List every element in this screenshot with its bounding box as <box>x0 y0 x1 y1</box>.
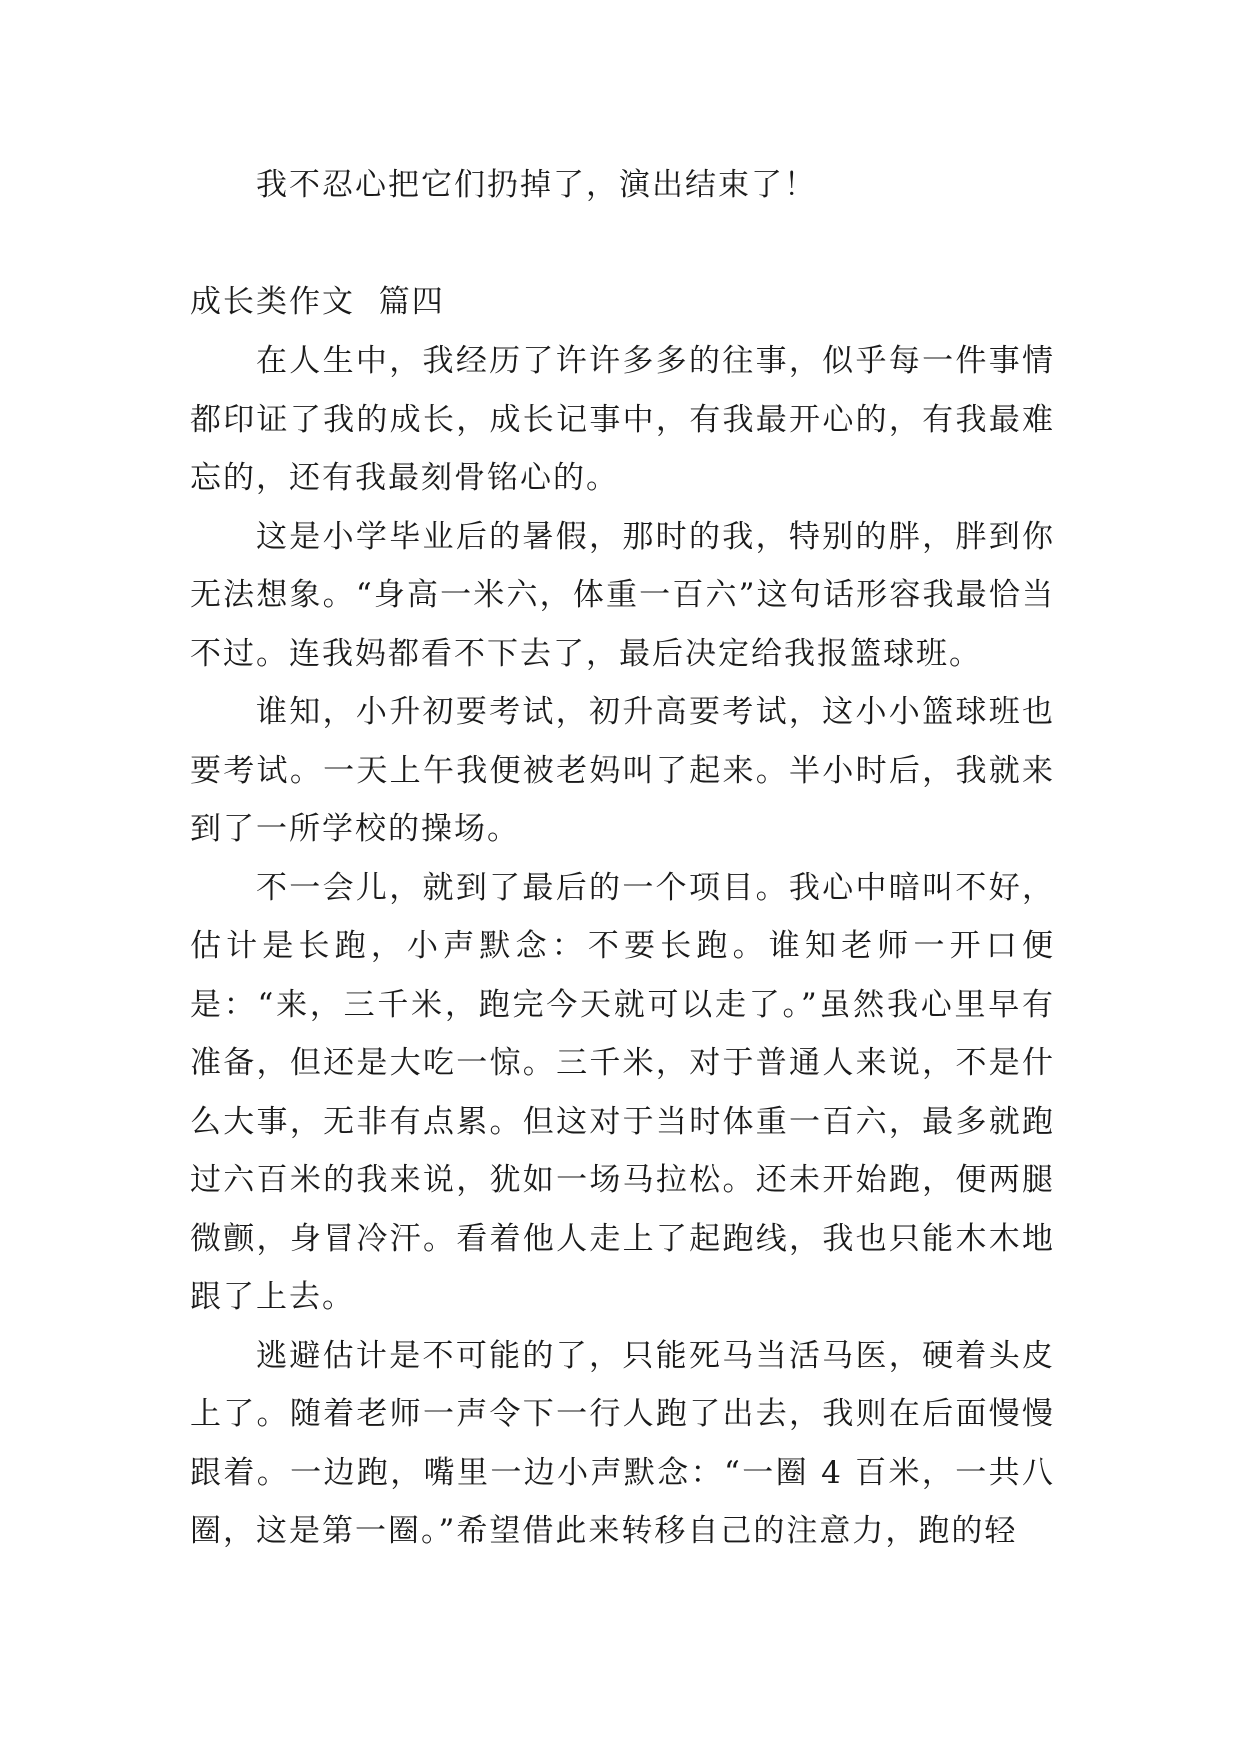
top-line-block <box>190 156 1055 215</box>
section-heading-block <box>190 273 1055 332</box>
paragraph-5: 逃避估计是不可能的了，只能死马当活马医，硬着头皮上了。随着老师一声令下一行人跑了出去，我则在后面慢慢跟着。一边跑，嘴里一边小声默念：“一圈 4 百米，一共八圈，这是第一圈。”希望借此来转移自己的注意力，跑的轻 <box>190 1337 1055 1549</box>
paragraph-3: 谁知，小升初要考试，初升高要考试，这小小篮球班也要考试。一天上午我便被老妈叫了起来。半小时后，我就来到了一所学校的操场。 <box>190 694 1055 847</box>
essay-body <box>190 332 1055 1561</box>
paragraph-1: 在人生中，我经历了许许多多的往事，似乎每一件事情都印证了我的成长，成长记事中，有我最开心的，有我最难忘的，还有我最刻骨铭心的。 <box>190 343 1055 496</box>
paragraph-4: 不一会儿，就到了最后的一个项目。我心中暗叫不好，估计是长跑，小声默念：不要长跑。谁知老师一开口便是：“来，三千米，跑完今天就可以走了。”虽然我心里早有准备，但还是大吃一惊。三千米，对于普通人来说，不是什么大事，无非有点累。但这对于当时体重一百六，最多就跑过六百米的我来说，犹如一场马拉松。还未开始跑，便两腿微颤，身冒冷汗。看着他人走上了起跑线，我也只能木木地跟了上去。 <box>190 869 1055 1315</box>
section-title: 成长类作文 篇四 <box>190 284 445 320</box>
closing-sentence: 我不忍心把它们扔掉了，演出结束了！ <box>256 167 817 203</box>
paragraph-2: 这是小学毕业后的暑假，那时的我，特别的胖，胖到你无法想象。“身高一米六，体重一百六”这句话形容我最恰当不过。连我妈都看不下去了，最后决定给我报篮球班。 <box>190 518 1055 672</box>
